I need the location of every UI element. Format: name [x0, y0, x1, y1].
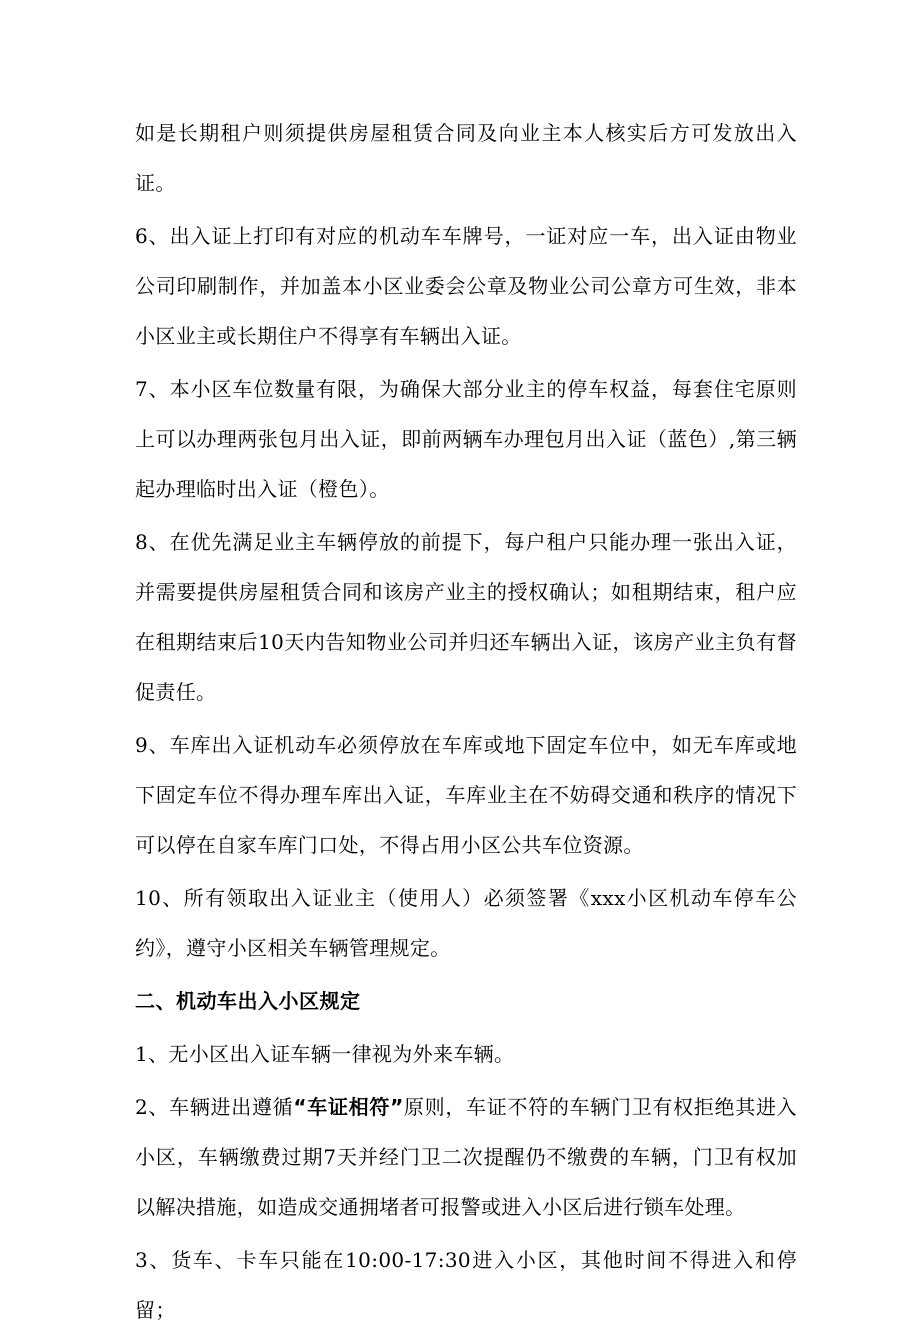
paragraph-item-9: 9、车库出入证机动车必须停放在车库或地下固定车位中，如无车库或地下固定车位不得办理车库出入证，车库业主在不妨碍交通和秩序的情况下可以停在自家车库门口处，不得占用小区公共车位资源。: [135, 733, 797, 857]
section-heading: 二、机动车出入小区规定: [135, 989, 361, 1013]
paragraph-item-8: 8、在优先满足业主车辆停放的前提下，每户租户只能办理一张出入证，并需要提供房屋租赁合同和该房产业主的授权确认；如租期结束，租户应在租期结束后10天内告知物业公司并归还车辆出入证，该房产业主负有督促责任。: [135, 530, 797, 704]
section-item-2: [135, 1082, 797, 1232]
document-body: [135, 108, 797, 1338]
section-item-3: 3、货车、卡车只能在10:00-17:30进入小区，其他时间不得进入和停留；: [135, 1248, 797, 1322]
section-item-2-suffix: 原则，车证不符的车辆门卫有权拒绝其进入小区，车辆缴费过期7天并经门卫二次提醒仍不缴费的车辆，门卫有权加以解决措施，如造成交通拥堵者可报警或进入小区后进行锁车处理。: [135, 1095, 798, 1219]
paragraph-item-10: 10、所有领取出入证业主（使用人）必须签署《xxx小区机动车停车公约》，遵守小区相关车辆管理规定。: [135, 886, 797, 960]
section-item-2-emphasis: “车证相符”: [293, 1095, 404, 1119]
section-item-1: 1、无小区出入证车辆一律视为外来车辆。: [135, 1042, 515, 1066]
paragraph-item-7: 7、本小区车位数量有限，为确保大部分业主的停车权益，每套住宅原则上可以办理两张包月出入证，即前两辆车办理包月出入证（蓝色）,第三辆起办理临时出入证（橙色）。: [135, 377, 797, 501]
paragraph-continuation: 如是长期租户则须提供房屋租赁合同及向业主本人核实后方可发放出入证。: [135, 121, 797, 195]
paragraph-item-6: 6、出入证上打印有对应的机动车车牌号，一证对应一车，出入证由物业公司印刷制作，并加盖本小区业委会公章及物业公司公章方可生效，非本小区业主或长期住户不得享有车辆出入证。: [135, 224, 797, 348]
section-item-2-prefix: 2、车辆进出遵循: [135, 1095, 294, 1119]
